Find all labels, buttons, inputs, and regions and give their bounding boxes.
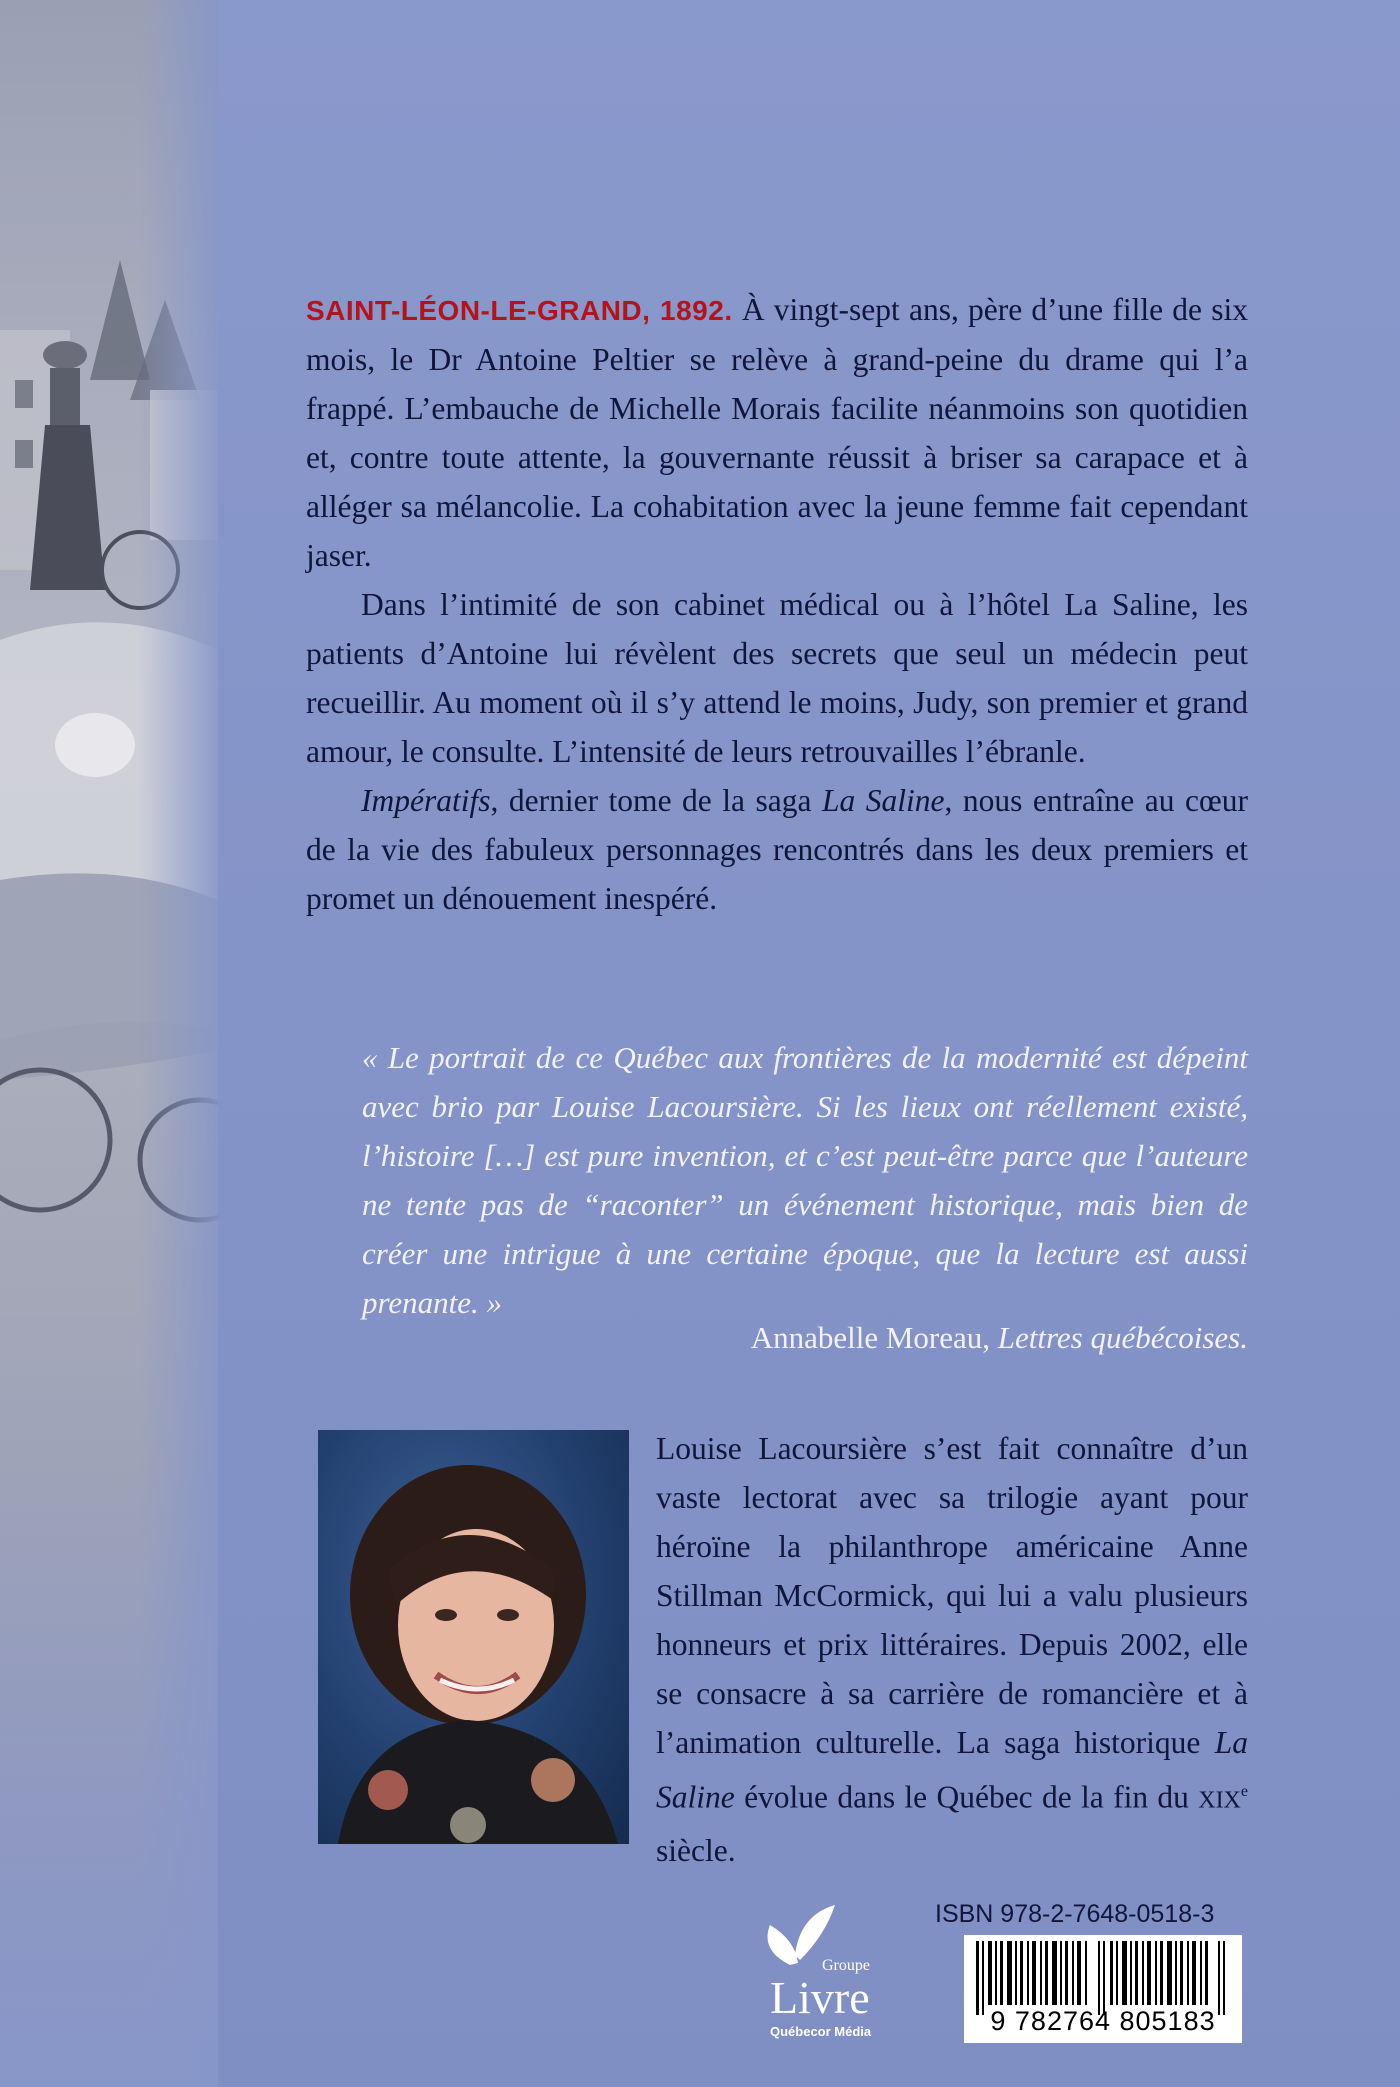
quote-attribution: Annabelle Moreau, Lettres québécoises. (750, 1320, 1248, 1355)
author-portrait-illustration (318, 1430, 629, 1844)
blurb (306, 285, 1248, 923)
publisher-livre: Livre (770, 1972, 870, 2023)
author-bio: Louise Lacoursière s’est fait connaître d’un vaste lectorat avec sa trilogie ayant pour héroïne la philanthrope américaine Anne Stillman McCormick, qui lui a valu plusieurs honneurs et prix littéraires. Depuis 2002, elle se consacre à sa carrière de romancière et à l’animation culturelle. La saga historique La Saline évolue dans le Québec de la fin du XIXe siècle. (656, 1431, 1248, 1868)
review-quote: « Le portrait de ce Québec aux frontières de la modernité est dépeint avec brio par Louise Lacoursière. Si les lieux ont réellement existé, l’histoire […] est pure invention, et c’est peut-être parce que l’auteure ne tente pas de “raconter” un événement historique, mais bien de créer une intrigue à une certaine époque, que la lecture est aussi prenante. » (362, 1040, 1248, 1320)
isbn-label: ISBN 978-2-7648-0518-3 (935, 1900, 1215, 1928)
blurb-paragraph-1: SAINT-LÉON-LE-GRAND, 1892. À vingt-sept ans, père d’une fille de six mois, le Dr Antoine Peltier se relève à grand-peine du drame qui l’a frappé. L’embauche de Michelle Morais facilite néanmoins son quotidien et, contre toute attente, la gouvernante réussit à briser sa carapace et à alléger sa mélancolie. La cohabitation avec la jeune femme fait cependant jaser. (306, 292, 1248, 573)
blurb-lead: SAINT-LÉON-LE-GRAND, 1892. (306, 295, 733, 326)
blurb-paragraph-2: Dans l’intimité de son cabinet médical ou à l’hôtel La Saline, les patients d’Antoine lui révèlent des secrets que seul un médecin peut recueillir. Au moment où il s’y attend le moins, Judy, son premier et grand amour, le consulte. L’intensité de leurs retrouvailles l’ébranle. (306, 587, 1248, 769)
blurb-paragraph-3: Impératifs, dernier tome de la saga La Saline, nous entraîne au cœur de la vie des fabuleux personnages rencontrés dans les deux premiers et promet un dénouement inespéré. (306, 783, 1248, 916)
publisher-groupe: Groupe (822, 1957, 870, 1974)
publisher-media: Québecor Média (770, 2024, 872, 2039)
publisher-logo (740, 1905, 900, 2045)
barcode-digits: 9 782764 805183 (990, 2006, 1216, 2036)
author-portrait (318, 1430, 629, 1844)
vintage-photo-strip (0, 0, 218, 2087)
